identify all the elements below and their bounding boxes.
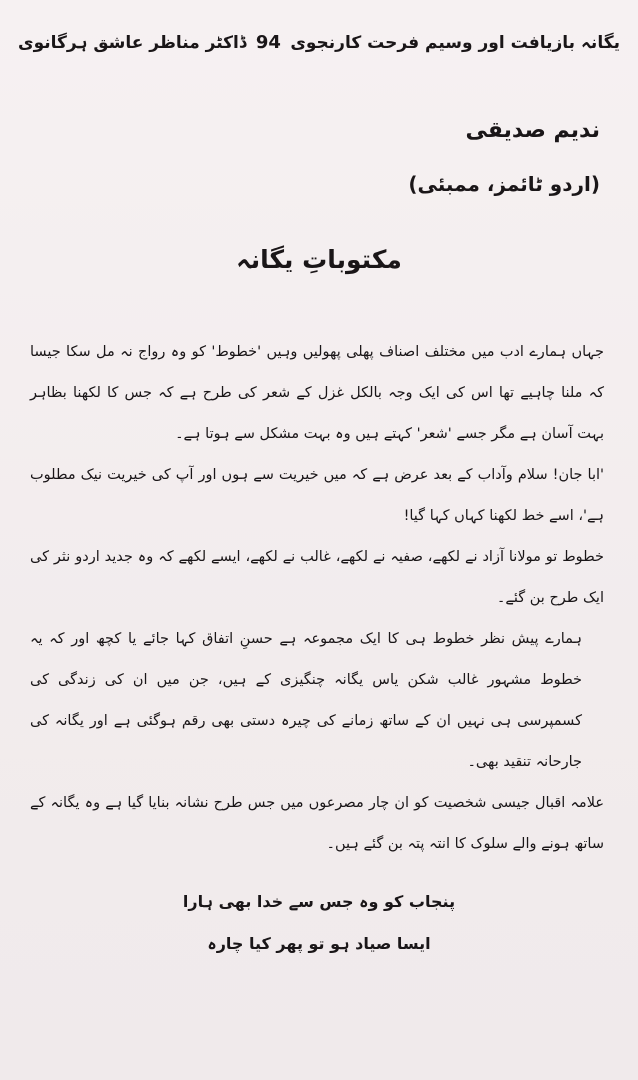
header-editor: ڈاکٹر مناظر عاشق ہرگانوی xyxy=(18,32,247,53)
paragraph: ہمارے پیش نظر خطوط ہی کا ایک مجموعہ ہے حسنِ اتفاق کہا جائے یا کچھ اور کہ یہ خطوط مشہور غالب شکن یاس یگانہ چنگیزی کے ہیں، جن میں ان کی زندگی کی کسمپرسی ہی نہیں ان کے ساتھ زمانے کی چیرہ دستی بھی رقم ہوگئی ہے اور یگانہ کی جارحانہ تنقید بھی۔ xyxy=(30,631,582,770)
paragraph: علامہ اقبال جیسی شخصیت کو ان چار مصرعوں میں جس طرح نشانہ بنایا گیا ہے وہ یگانہ کے ساتھ ہونے والے سلوک کا انتہ پتہ بن گئے ہیں۔ xyxy=(30,795,604,852)
verse-line: پنجاب کو وہ جس سے خدا بھی ہارا xyxy=(182,892,456,911)
article-body xyxy=(30,332,604,865)
author-name: ندیم صدیقی xyxy=(465,118,600,143)
author-affiliation: (اردو ٹائمز، ممبئی) xyxy=(408,172,600,196)
running-header xyxy=(18,18,620,66)
verse-line: ایسا صیاد ہو تو پھر کیا چارہ xyxy=(207,934,431,953)
page-number: 94 xyxy=(255,31,281,53)
paragraph: جہاں ہمارے ادب میں مختلف اصناف پھلی پھولیں وہیں 'خطوط' کو وہ رواج نہ مل سکا جیسا کہ ملنا چاہیے تھا اس کی ایک وجہ بالکل غزل کے شعر کی طرح ہے کہ جس کا لکھنا بظاہر بہت آسان ہے مگر جسے 'شعر' کہتے ہیں وہ بہت مشکل سے ہوتا ہے۔ xyxy=(30,344,604,442)
paragraph: خطوط تو مولانا آزاد نے لکھے، صفیہ نے لکھے، غالب نے لکھے، ایسے لکھے کہ وہ جدید اردو نثر کی ایک طرح بن گئے۔ xyxy=(30,549,604,606)
header-book-title: یگانہ بازیافت اور وسیم فرحت کارنجوی xyxy=(290,32,620,53)
paragraph: 'ابا جان! سلام وآداب کے بعد عرض ہے کہ میں خیریت سے ہوں اور آپ کی خیریت نیک مطلوب ہے'، اسے خط لکھنا کہاں کہا گیا! xyxy=(30,467,604,524)
article-title: مکتوباتِ یگانہ xyxy=(236,245,402,274)
